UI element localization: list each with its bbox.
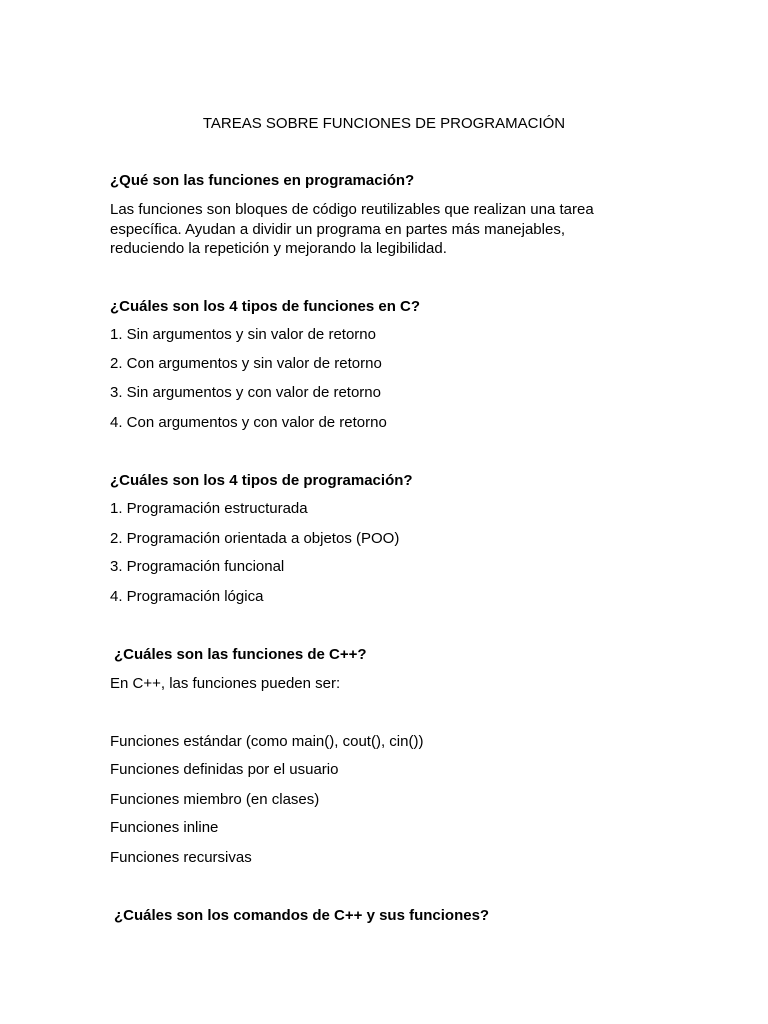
list-item: 4. Programación lógica: [110, 588, 264, 605]
list-item: 1. Programación estructurada: [110, 500, 308, 517]
list-item: 4. Con argumentos y con valor de retorno: [110, 414, 387, 431]
paragraph-line: Las funciones son bloques de código reutilizables que realizan una tarea: [110, 201, 594, 218]
intro-text: En C++, las funciones pueden ser:: [110, 675, 341, 692]
question-heading: ¿Cuáles son las funciones de C++?: [114, 646, 367, 663]
list-item: Funciones miembro (en clases): [110, 791, 320, 808]
document-title: TAREAS SOBRE FUNCIONES DE PROGRAMACIÓN: [202, 115, 566, 132]
question-heading: ¿Cuáles son los 4 tipos de programación?: [110, 472, 413, 489]
answer-paragraph: [110, 200, 630, 259]
question-heading: ¿Cuáles son los 4 tipos de funciones en C?: [110, 298, 421, 315]
list-item: Funciones estándar (como main(), cout(), cin()): [110, 733, 424, 750]
list-item: 3. Programación funcional: [110, 558, 285, 575]
list-item: 2. Programación orientada a objetos (POO): [110, 530, 400, 547]
question-heading: ¿Cuáles son los comandos de C++ y sus funciones?: [114, 907, 490, 924]
question-heading: ¿Qué son las funciones en programación?: [110, 172, 415, 189]
list-item: 1. Sin argumentos y sin valor de retorno: [110, 326, 376, 343]
list-item: 3. Sin argumentos y con valor de retorno: [110, 384, 381, 401]
list-item: Funciones recursivas: [110, 849, 252, 866]
list-item: Funciones inline: [110, 819, 219, 836]
list-item: 2. Con argumentos y sin valor de retorno: [110, 355, 382, 372]
paragraph-line: específica. Ayudan a dividir un programa en partes más manejables,: [110, 220, 565, 238]
paragraph-line: reduciendo la repetición y mejorando la legibilidad.: [110, 240, 447, 257]
list-item: Funciones definidas por el usuario: [110, 761, 339, 778]
